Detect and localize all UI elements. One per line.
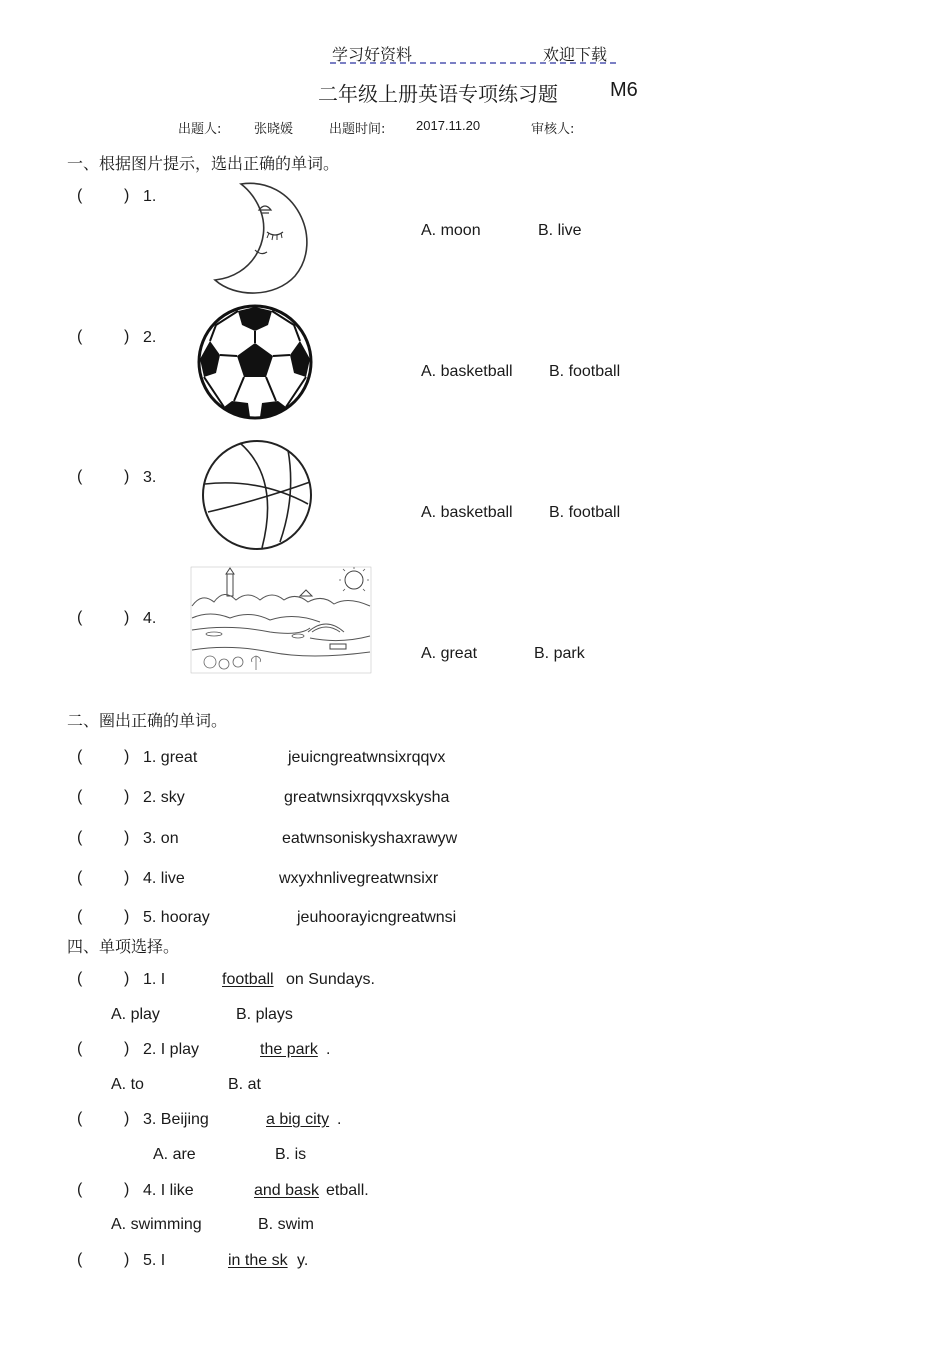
answer-paren-close: ) — [124, 1251, 130, 1268]
letter-string: jeuhoorayicngreatwnsi — [297, 909, 457, 926]
option-b: B. football — [549, 363, 621, 380]
answer-paren-close: ) — [124, 829, 130, 846]
question-number: 4. — [143, 610, 157, 627]
sentence-start: 4. I like — [143, 1182, 194, 1199]
answer-paren-open: ( — [77, 970, 83, 987]
answer-paren-close: ) — [124, 187, 130, 204]
answer-paren-open: ( — [77, 328, 83, 345]
answer-paren-open: ( — [77, 187, 83, 204]
title-code: M6 — [610, 79, 638, 101]
park-picture — [190, 566, 372, 674]
option-b: B. is — [275, 1146, 307, 1163]
sentence-end: etball. — [326, 1182, 369, 1199]
time-value: 2017.11.20 — [416, 118, 481, 133]
answer-paren-close: ) — [124, 869, 130, 886]
time-label: 出题时间: — [329, 122, 386, 137]
section2-heading: 二、圈出正确的单词。 — [67, 711, 228, 730]
reviewer-label: 审核人: — [531, 122, 575, 137]
author-label: 出题人: — [178, 122, 222, 137]
header-left: 学习好资料 — [332, 45, 413, 64]
fill-blank: a big city — [266, 1111, 330, 1128]
answer-paren-open: ( — [77, 869, 83, 886]
header-divider — [330, 62, 616, 64]
page-title: 二年级上册英语专项练习题 — [318, 82, 558, 106]
target-word: 4. live — [143, 870, 185, 887]
answer-paren-close: ) — [124, 908, 130, 925]
question-number: 3. — [143, 469, 157, 486]
sentence-start: 1. I — [143, 971, 166, 988]
answer-paren-open: ( — [77, 1110, 83, 1127]
answer-paren-close: ) — [124, 1181, 130, 1198]
answer-paren-open: ( — [77, 468, 83, 485]
answer-paren-close: ) — [124, 468, 130, 485]
fill-blank: football — [222, 971, 274, 988]
letter-string: eatwnsoniskyshaxrawyw — [282, 830, 458, 847]
fill-blank: the park — [260, 1041, 318, 1058]
letter-string: wxyxhnlivegreatwnsixr — [279, 870, 439, 887]
option-b: B. plays — [236, 1006, 293, 1023]
answer-paren-close: ) — [124, 1110, 130, 1127]
option-a: A. basketball — [421, 504, 513, 521]
option-b: B. football — [549, 504, 621, 521]
sentence-end: on Sundays. — [286, 971, 375, 988]
sentence-end: . — [326, 1041, 331, 1058]
answer-paren-open: ( — [77, 829, 83, 846]
option-b: B. live — [538, 222, 582, 239]
author-name: 张晓媛 — [254, 122, 294, 137]
sentence-start: 2. I play — [143, 1041, 200, 1058]
option-a: A. swimming — [111, 1216, 202, 1233]
moon-picture — [205, 180, 317, 298]
answer-paren-open: ( — [77, 1251, 83, 1268]
answer-paren-close: ) — [124, 328, 130, 345]
section1-heading: 一、根据图片提示，选出正确的单词。 — [67, 154, 340, 173]
sentence-start: 5. I — [143, 1252, 166, 1269]
option-b: B. park — [534, 645, 585, 662]
answer-paren-open: ( — [77, 788, 83, 805]
option-b: B. swim — [258, 1216, 314, 1233]
answer-paren-open: ( — [77, 1040, 83, 1057]
answer-paren-open: ( — [77, 748, 83, 765]
target-word: 2. sky — [143, 789, 185, 806]
answer-paren-close: ) — [124, 748, 130, 765]
target-word: 3. on — [143, 830, 179, 847]
header-right: 欢迎下载 — [543, 45, 608, 64]
answer-paren-close: ) — [124, 970, 130, 987]
football-picture — [196, 303, 314, 421]
answer-paren-close: ) — [124, 1040, 130, 1057]
letter-string: greatwnsixrqqvxskysha — [284, 789, 450, 806]
answer-paren-close: ) — [124, 609, 130, 626]
question-number: 1. — [143, 188, 157, 205]
answer-paren-open: ( — [77, 609, 83, 626]
answer-paren-close: ) — [124, 788, 130, 805]
option-a: A. to — [111, 1076, 144, 1093]
option-a: A. are — [153, 1146, 196, 1163]
section4-heading: 四、单项选择。 — [67, 937, 180, 956]
fill-blank: and bask — [254, 1182, 319, 1199]
sentence-end: . — [337, 1111, 342, 1128]
basketball-picture — [200, 438, 314, 552]
option-a: A. great — [421, 645, 478, 662]
option-a: A. basketball — [421, 363, 513, 380]
sentence-end: y. — [297, 1252, 309, 1269]
option-a: A. play — [111, 1006, 160, 1023]
sentence-start: 3. Beijing — [143, 1111, 209, 1128]
target-word: 5. hooray — [143, 909, 210, 926]
option-a: A. moon — [421, 222, 481, 239]
letter-string: jeuicngreatwnsixrqqvx — [288, 749, 446, 766]
question-number: 2. — [143, 329, 157, 346]
fill-blank: in the sk — [228, 1252, 288, 1269]
answer-paren-open: ( — [77, 908, 83, 925]
target-word: 1. great — [143, 749, 198, 766]
answer-paren-open: ( — [77, 1181, 83, 1198]
option-b: B. at — [228, 1076, 261, 1093]
